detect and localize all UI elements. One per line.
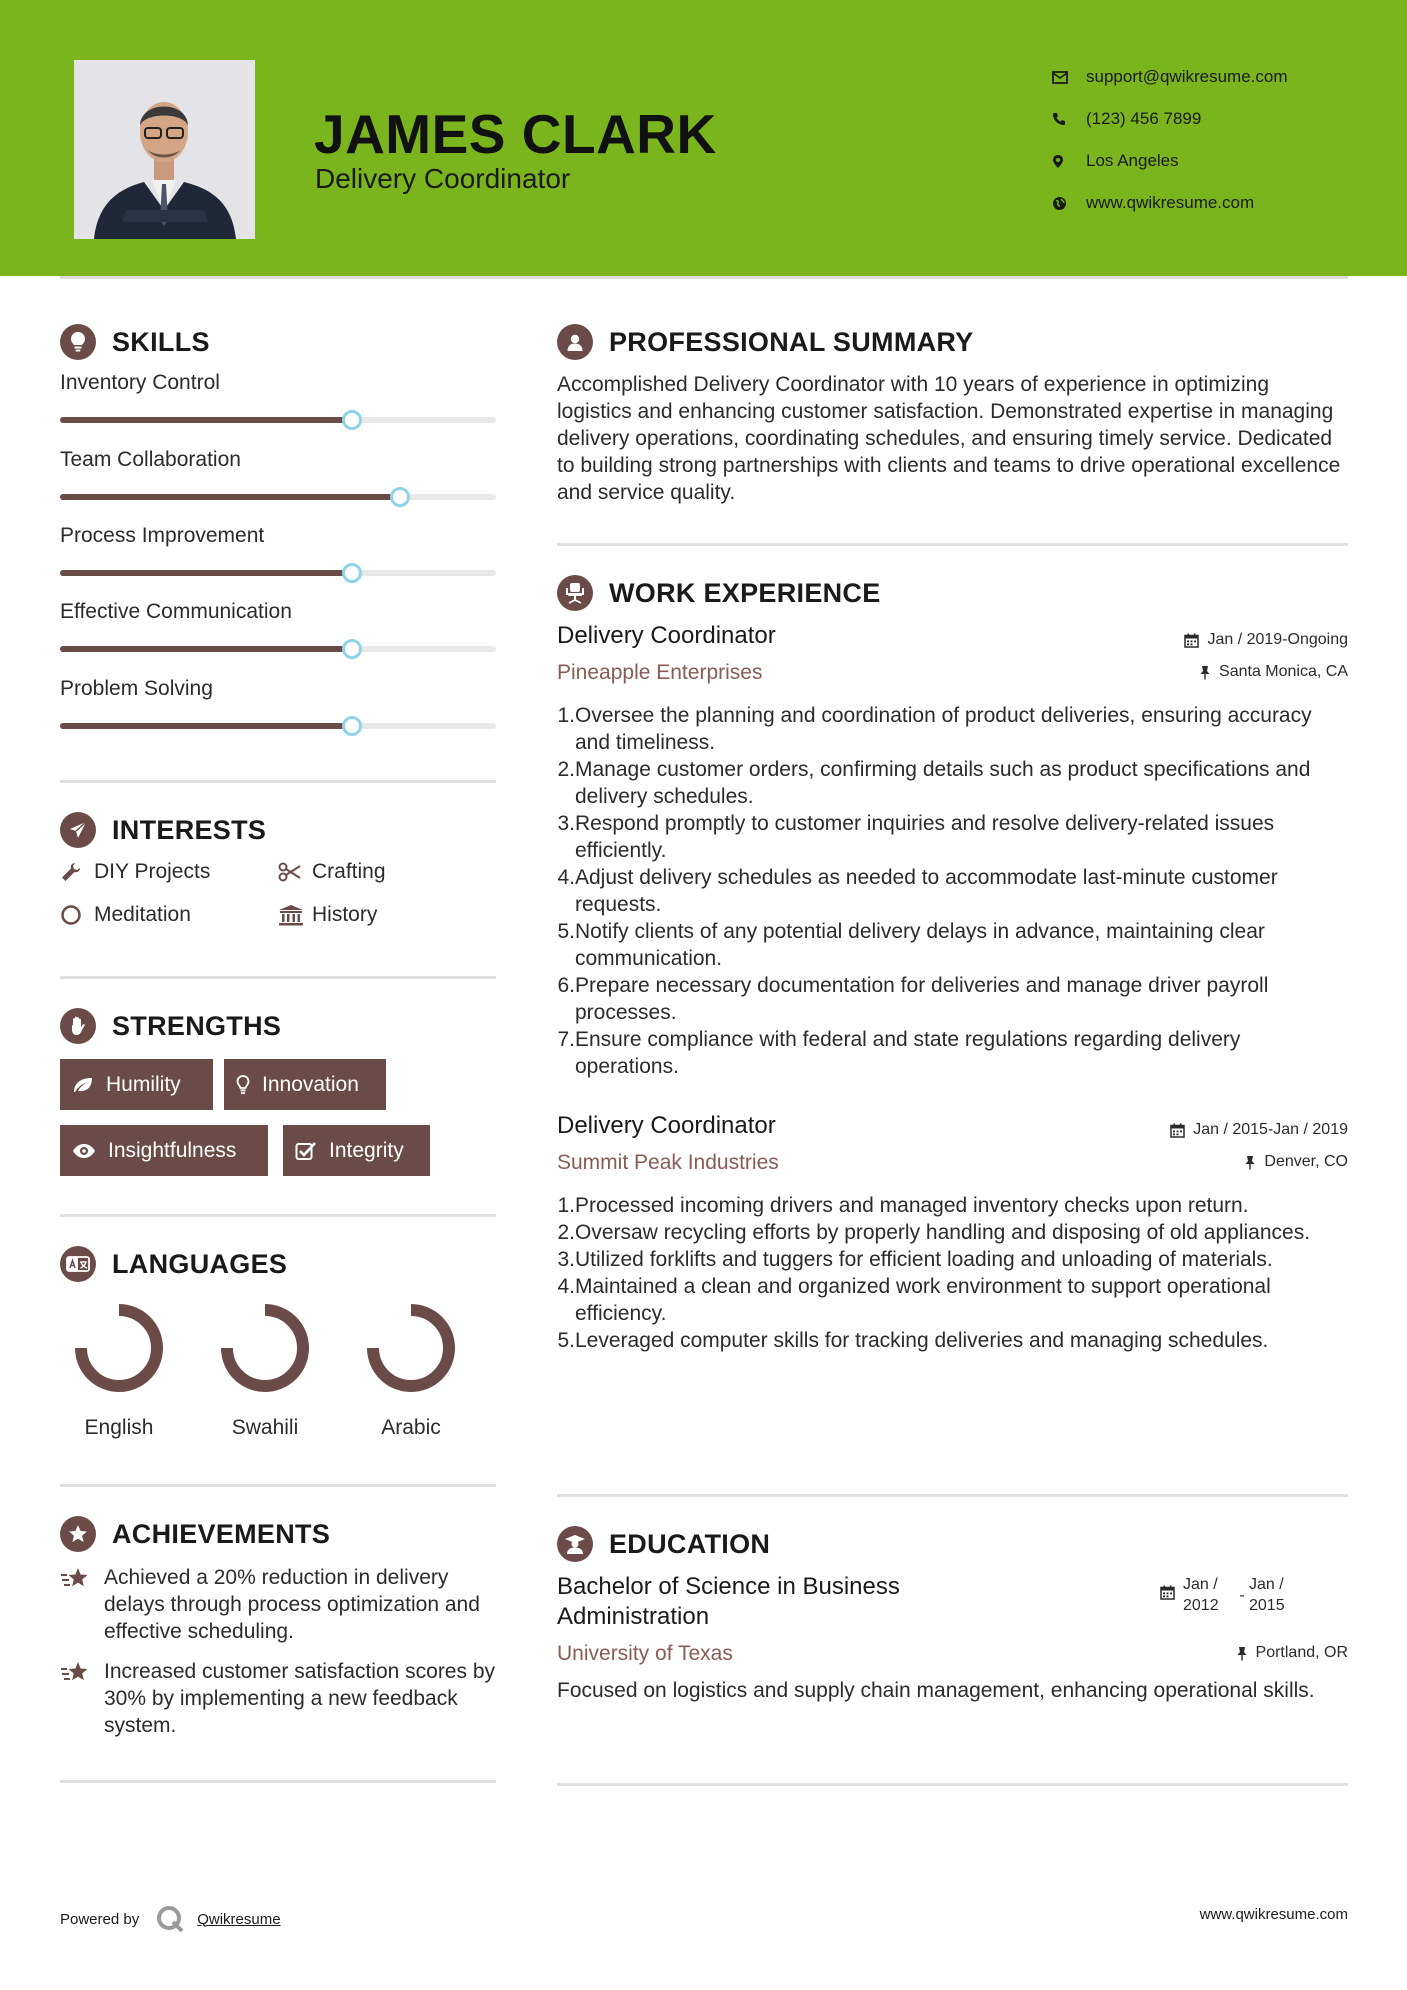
circle-icon <box>60 904 94 926</box>
skill-bar <box>60 646 496 652</box>
leaf-icon <box>72 1076 94 1094</box>
duty-item: 6. Prepare necessary documentation for deliveries and manage driver payroll processes. <box>557 972 1347 1026</box>
strength-tag <box>60 1059 213 1110</box>
experience-title: WORK EXPERIENCE <box>609 577 881 608</box>
duty-item: 4. Adjust delivery schedules as needed to accommodate last-minute customer requests. <box>557 864 1347 918</box>
candidate-name: JAMES CLARK <box>314 103 717 165</box>
skill-bar <box>60 417 496 423</box>
education-degree: Bachelor of Science in Business Administration <box>557 1573 900 1630</box>
contact-phone[interactable] <box>1052 98 1288 140</box>
contact-list <box>1052 56 1288 224</box>
achievement-text: Increased customer satisfaction scores by 30% by implementing a new feedback system. <box>104 1660 496 1737</box>
job-location <box>1244 1153 1348 1171</box>
scissors-icon <box>278 862 312 882</box>
education-heading <box>557 1526 770 1562</box>
duty-text: Processed incoming drivers and managed inventory checks upon return. <box>575 1194 1249 1217</box>
achievements-heading <box>60 1516 330 1552</box>
contact-email[interactable] <box>1052 56 1288 98</box>
qwikresume-link[interactable]: Qwikresume <box>197 1910 281 1928</box>
section-divider <box>557 543 1348 546</box>
date-separator: - <box>1239 1587 1245 1604</box>
paper-plane-icon <box>60 812 96 848</box>
interest-item <box>60 860 210 884</box>
job-location-text: Santa Monica, CA <box>1219 663 1348 680</box>
duty-text: Maintained a clean and organized work environment to support operational efficiency. <box>575 1275 1271 1325</box>
achievement-text: Achieved a 20% reduction in delivery delays through process optimization and effective scheduling. <box>104 1566 480 1643</box>
job-company: Pineapple Enterprises <box>557 661 763 684</box>
experience-heading <box>557 575 881 611</box>
summary-text: Accomplished Delivery Coordinator with 10 years of experience in optimizing logistics and enhancing customer satisfaction. Demonstrated expertise in managing delivery operations, coordinating schedules, and ensuring timely service. Dedicated to building strong partnerships with clients and teams to drive operational excellence and service quality. <box>557 373 1341 504</box>
skill-bar <box>60 570 496 576</box>
duty-text: Oversaw recycling efforts by properly handling and disposing of old appliances. <box>575 1221 1311 1244</box>
duty-text: Manage customer orders, confirming details such as product specifications and delivery schedules. <box>575 758 1311 808</box>
pin-icon <box>1244 1155 1256 1170</box>
duty-item: 7. Ensure compliance with federal and state regulations regarding delivery operations. <box>557 1026 1347 1080</box>
bank-icon <box>278 904 312 926</box>
job-duties <box>557 1192 1347 1354</box>
skill-bar-knob <box>390 487 410 507</box>
calendar-icon <box>1160 1585 1175 1600</box>
summary-title: PROFESSIONAL SUMMARY <box>609 326 974 357</box>
education-description: Focused on logistics and supply chain management, enhancing operational skills. <box>557 1679 1315 1702</box>
section-divider <box>60 1780 496 1783</box>
job-location-text: Denver, CO <box>1264 1153 1348 1170</box>
duty-item: 3. Respond promptly to customer inquiries and resolve delivery-related issues efficiently. <box>557 810 1347 864</box>
duty-text: Oversee the planning and coordination of product deliveries, ensuring accuracy and timeliness. <box>575 704 1312 754</box>
star-icon <box>60 1564 104 1645</box>
duty-text: Ensure compliance with federal and state regulations regarding delivery operations. <box>575 1028 1241 1078</box>
skill-label: Problem Solving <box>60 677 213 700</box>
eye-icon <box>72 1143 96 1159</box>
language-icon <box>60 1246 96 1282</box>
skill-label: Inventory Control <box>60 371 220 394</box>
strengths-title: STRENGTHS <box>112 1010 282 1041</box>
education-start-date: Jan / 2012 <box>1183 1576 1219 1614</box>
powered-by-label: Powered by <box>60 1910 140 1928</box>
languages-title: LANGUAGES <box>112 1248 288 1279</box>
skill-bar <box>60 723 496 729</box>
interest-item <box>60 903 191 927</box>
language-item <box>351 1298 471 1440</box>
achievement-item <box>60 1564 500 1645</box>
pin-icon <box>1236 1646 1248 1661</box>
contact-location <box>1052 140 1288 182</box>
duty-text: Leveraged computer skills for tracking deliveries and managing schedules. <box>575 1329 1269 1352</box>
job-role: Delivery Coordinator <box>557 622 776 649</box>
interest-label: DIY Projects <box>94 860 211 883</box>
calendar-icon <box>1184 633 1199 648</box>
duty-item: 1. Processed incoming drivers and managed inventory checks upon return. <box>557 1192 1347 1219</box>
skills-title: SKILLS <box>112 326 210 357</box>
language-label: English <box>84 1416 154 1439</box>
strength-label: Innovation <box>262 1072 359 1096</box>
skill-bar-fill <box>60 417 352 423</box>
section-divider <box>60 1214 496 1217</box>
profile-photo <box>74 60 255 239</box>
job-dates <box>1170 1121 1348 1139</box>
user-icon <box>557 324 593 360</box>
interests-heading <box>60 812 266 848</box>
job-duties <box>557 702 1347 1080</box>
education-location <box>1236 1644 1348 1662</box>
envelope-icon <box>1052 71 1086 84</box>
check-square-icon <box>295 1141 317 1161</box>
map-marker-icon <box>1052 154 1086 169</box>
duty-text: Notify clients of any potential delivery delays in advance, maintaining clear communication. <box>575 920 1265 970</box>
job-dates-text: Jan / 2019-Ongoing <box>1207 631 1348 648</box>
section-divider <box>557 1494 1348 1497</box>
languages-heading <box>60 1246 287 1282</box>
header-divider <box>60 276 1348 279</box>
skill-label: Process Improvement <box>60 524 265 547</box>
language-ring <box>215 1298 315 1398</box>
skill-bar-knob <box>342 563 362 583</box>
section-divider <box>60 780 496 783</box>
strength-tag <box>224 1059 386 1110</box>
lightbulb-icon <box>60 324 96 360</box>
pin-icon <box>1199 665 1211 680</box>
star-icon <box>60 1658 104 1739</box>
duty-text: Utilized forklifts and tuggers for efficient loading and unloading of materials. <box>575 1248 1273 1271</box>
globe-icon <box>1052 196 1086 211</box>
skill-bar-knob <box>342 410 362 430</box>
education-location-text: Portland, OR <box>1255 1644 1348 1661</box>
achievement-item <box>60 1658 500 1739</box>
education-dates <box>1160 1574 1301 1616</box>
star-badge-icon <box>60 1516 96 1552</box>
contact-website-text: www.qwikresume.com <box>1086 193 1255 212</box>
language-label: Swahili <box>231 1416 299 1439</box>
duty-item: 2. Manage customer orders, confirming details such as product specifications and delivery schedules. <box>557 756 1347 810</box>
education-end-date: Jan / 2015 <box>1249 1576 1285 1614</box>
interest-label: History <box>312 903 378 926</box>
interest-label: Crafting <box>312 860 386 883</box>
summary-heading <box>557 324 974 360</box>
hand-icon <box>60 1008 96 1044</box>
education-title: EDUCATION <box>609 1528 771 1559</box>
strengths-heading <box>60 1008 281 1044</box>
interest-label: Meditation <box>94 903 191 926</box>
skill-bar-fill <box>60 494 400 500</box>
skill-bar-knob <box>342 639 362 659</box>
duty-item: 5. Leveraged computer skills for tracking deliveries and managing schedules. <box>557 1327 1347 1354</box>
strength-label: Insightfulness <box>108 1138 237 1162</box>
language-ring <box>69 1298 169 1398</box>
strength-tag <box>283 1125 430 1176</box>
language-ring <box>361 1298 461 1398</box>
candidate-title: Delivery Coordinator <box>315 163 571 194</box>
section-divider <box>60 976 496 979</box>
interest-item <box>278 860 386 884</box>
skill-bar-fill <box>60 646 352 652</box>
duty-item: 3. Utilized forklifts and tuggers for efficient loading and unloading of materials. <box>557 1246 1347 1273</box>
skill-label: Team Collaboration <box>60 448 241 471</box>
strength-tag <box>60 1125 268 1176</box>
duty-item: 1. Oversee the planning and coordination of product deliveries, ensuring accuracy and timeliness. <box>557 702 1347 756</box>
job-location <box>1199 663 1348 681</box>
section-divider <box>60 1484 496 1487</box>
duty-text: Prepare necessary documentation for deliveries and manage driver payroll processes. <box>575 974 1269 1024</box>
graduate-icon <box>557 1526 593 1562</box>
wrench-icon <box>60 861 94 883</box>
skill-label: Effective Communication <box>60 600 292 623</box>
duty-item: 5. Notify clients of any potential delivery delays in advance, maintaining clear communication. <box>557 918 1347 972</box>
strength-label: Humility <box>106 1072 181 1096</box>
footer-website[interactable]: www.qwikresume.com <box>1199 1906 1348 1923</box>
section-divider <box>557 1783 1348 1786</box>
contact-location-text: Los Angeles <box>1086 151 1179 170</box>
qwikresume-logo-icon <box>155 1904 185 1934</box>
job-company: Summit Peak Industries <box>557 1151 779 1174</box>
skill-bar-fill <box>60 570 352 576</box>
duty-text: Respond promptly to customer inquiries and resolve delivery-related issues efficiently. <box>575 812 1275 862</box>
office-chair-icon <box>557 575 593 611</box>
language-label: Arabic <box>381 1416 441 1439</box>
contact-phone-text: (123) 456 7899 <box>1086 109 1202 128</box>
language-item <box>205 1298 325 1440</box>
interests-title: INTERESTS <box>112 814 267 845</box>
phone-icon <box>1052 112 1086 126</box>
skill-bar-fill <box>60 723 352 729</box>
calendar-icon <box>1170 1123 1185 1138</box>
contact-email-text: support@qwikresume.com <box>1086 67 1288 86</box>
job-role: Delivery Coordinator <box>557 1112 776 1139</box>
duty-item: 2. Oversaw recycling efforts by properly handling and disposing of old appliances. <box>557 1219 1347 1246</box>
job-dates <box>1184 631 1348 649</box>
job-dates-text: Jan / 2015-Jan / 2019 <box>1193 1121 1348 1138</box>
skills-heading <box>60 324 210 360</box>
interest-item <box>278 903 377 927</box>
duty-item: 4. Maintained a clean and organized work environment to support operational efficiency. <box>557 1273 1347 1327</box>
footer-powered-by <box>60 1904 281 1934</box>
skill-bar <box>60 494 496 500</box>
strength-label: Integrity <box>329 1138 404 1162</box>
lightbulb-icon <box>236 1075 250 1095</box>
duty-text: Adjust delivery schedules as needed to accommodate last-minute customer requests. <box>575 866 1278 916</box>
education-school: University of Texas <box>557 1642 733 1665</box>
language-item <box>59 1298 179 1440</box>
contact-website[interactable] <box>1052 182 1288 224</box>
skill-bar-knob <box>342 716 362 736</box>
achievements-title: ACHIEVEMENTS <box>112 1518 331 1549</box>
